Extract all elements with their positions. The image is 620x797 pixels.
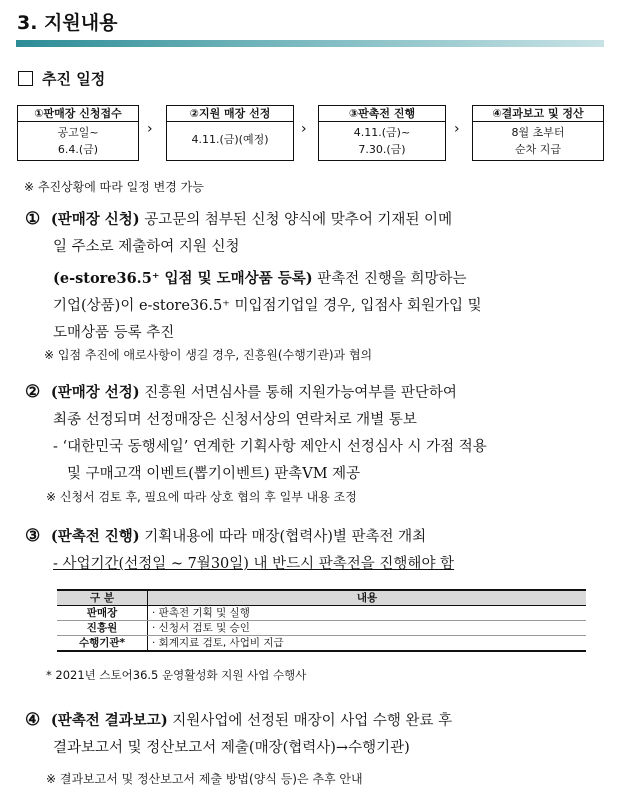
item-3-number: ③ xyxy=(25,526,41,546)
schedule-heading-text: 추진 일정 xyxy=(42,70,106,88)
schedule-heading xyxy=(18,68,105,89)
item-1-line2: 일 주소로 제출하여 지원 신청 xyxy=(53,239,240,255)
item-2-line2: 최종 선정되며 선정매장은 신청서상의 연락처로 개별 통보 xyxy=(53,412,417,428)
schedule-step-4-body xyxy=(473,122,603,158)
table-cell-role: 판매장 xyxy=(57,606,148,621)
item-1-sub-line3: 도매상품 등록 추진 xyxy=(53,325,175,341)
schedule-step-1 xyxy=(17,105,139,161)
checkbox-square-icon xyxy=(18,71,33,86)
schedule-step-3-head: ③판촉전 진행 xyxy=(319,106,445,122)
schedule-step-1-line2: 6.4.(금) xyxy=(57,143,99,156)
item-1-sub-line2: 기업(상품)이 e-store36.5⁺ 미입점기업일 경우, 입점사 회원가입 및 xyxy=(53,298,482,314)
flow-arrow-icon: › xyxy=(147,121,153,137)
schedule-step-3-line1: 4.11.(금)~ xyxy=(353,126,411,139)
item-1-number: ① xyxy=(25,209,41,229)
table-header-cell: 내용 xyxy=(148,590,587,606)
item-4-title: (판촉전 결과보고) xyxy=(50,712,168,729)
item-2-line1: 진흥원 서면심사를 통해 지원가능여부를 판단하여 xyxy=(139,385,457,401)
table-cell-content: · 회계지료 검토, 사업비 지급 xyxy=(148,636,587,652)
table-row xyxy=(57,621,586,636)
item-4 xyxy=(25,707,605,762)
schedule-step-3-body xyxy=(319,122,445,158)
schedule-step-1-line1: 공고일~ xyxy=(57,126,99,139)
section-title: 3. 지원내용 xyxy=(17,12,118,34)
item-1-note: ※ 입점 추진에 애로사항이 생길 경우, 진흥원(수행기관)과 협의 xyxy=(44,348,373,362)
item-4-note: ※ 결과보고서 및 정산보고서 제출 방법(양식 등)은 추후 안내 xyxy=(46,772,363,786)
table-header-row xyxy=(57,590,586,606)
table-row xyxy=(57,606,586,621)
item-2-dash2: 및 구매고객 이벤트(뽑기이벤트) 판촉VM 제공 xyxy=(67,466,361,482)
item-3-line1: 기획내용에 따라 매장(협력사)별 판촉전 개최 xyxy=(139,529,427,545)
table-cell-role: 수행기관* xyxy=(57,636,148,652)
item-2-dash1: - ‘대한민국 동행세일’ 연계한 기획사항 제안시 선정심사 시 가점 적용 xyxy=(53,439,487,455)
item-1 xyxy=(25,206,605,347)
table-row xyxy=(57,636,586,652)
item-3 xyxy=(25,523,605,578)
item-1-sub-title: (e-store36.5⁺ 입점 및 도매상품 등록) xyxy=(53,270,313,287)
item-2-title: (판매장 선정) xyxy=(50,384,140,401)
schedule-step-4-line1: 8월 초부터 xyxy=(511,126,565,139)
item-3-title: (판촉전 진행) xyxy=(50,528,140,545)
table-footnote: * 2021년 스토어36.5 운영활성화 지원 사업 수행사 xyxy=(46,668,307,682)
schedule-step-3-line2: 7.30.(금) xyxy=(358,143,406,156)
schedule-step-2-body: 4.11.(금)(예정) xyxy=(191,133,269,146)
table-header-cell: 구 분 xyxy=(57,590,148,606)
item-4-line2: 결과보고서 및 정산보고서 제출(매장(협력사)→수행기관) xyxy=(53,740,410,756)
section-title-bar xyxy=(16,40,604,47)
item-2-number: ② xyxy=(25,382,41,402)
item-4-number: ④ xyxy=(25,710,41,730)
role-table xyxy=(57,589,586,652)
schedule-step-1-head: ①판매장 신청접수 xyxy=(18,106,138,122)
table-cell-content: · 신청서 검토 및 승인 xyxy=(148,621,587,636)
schedule-step-1-body xyxy=(18,122,138,158)
item-1-sub-line1: 판촉전 진행을 희망하는 xyxy=(312,271,467,287)
table-cell-role: 진흥원 xyxy=(57,621,148,636)
item-1-title: (판매장 신청) xyxy=(50,211,140,228)
item-2 xyxy=(25,379,605,488)
schedule-note: ※ 추진상황에 따라 일정 변경 가능 xyxy=(24,180,204,194)
schedule-step-2 xyxy=(166,105,294,161)
flow-arrow-icon: › xyxy=(301,121,307,137)
item-3-dash1: - 사업기간(선정일 ~ 7월30일) 내 반드시 판촉전을 진행해야 함 xyxy=(53,556,455,572)
flow-arrow-icon: › xyxy=(454,121,460,137)
schedule-step-4-head: ④결과보고 및 정산 xyxy=(473,106,603,122)
schedule-step-2-head: ②지원 매장 선정 xyxy=(167,106,293,122)
table-cell-content: · 판촉전 기획 및 실행 xyxy=(148,606,587,621)
item-4-line1: 지원사업에 선정된 매장이 사업 수행 완료 후 xyxy=(167,713,453,729)
item-2-note: ※ 신청서 검토 후, 필요에 따라 상호 협의 후 일부 내용 조정 xyxy=(46,490,357,504)
schedule-step-3 xyxy=(318,105,446,161)
schedule-step-4-line2: 순차 지급 xyxy=(514,143,561,156)
schedule-step-4 xyxy=(472,105,604,161)
item-1-line1: 공고문의 첨부된 신청 양식에 맞추어 기재된 이메 xyxy=(139,212,453,228)
